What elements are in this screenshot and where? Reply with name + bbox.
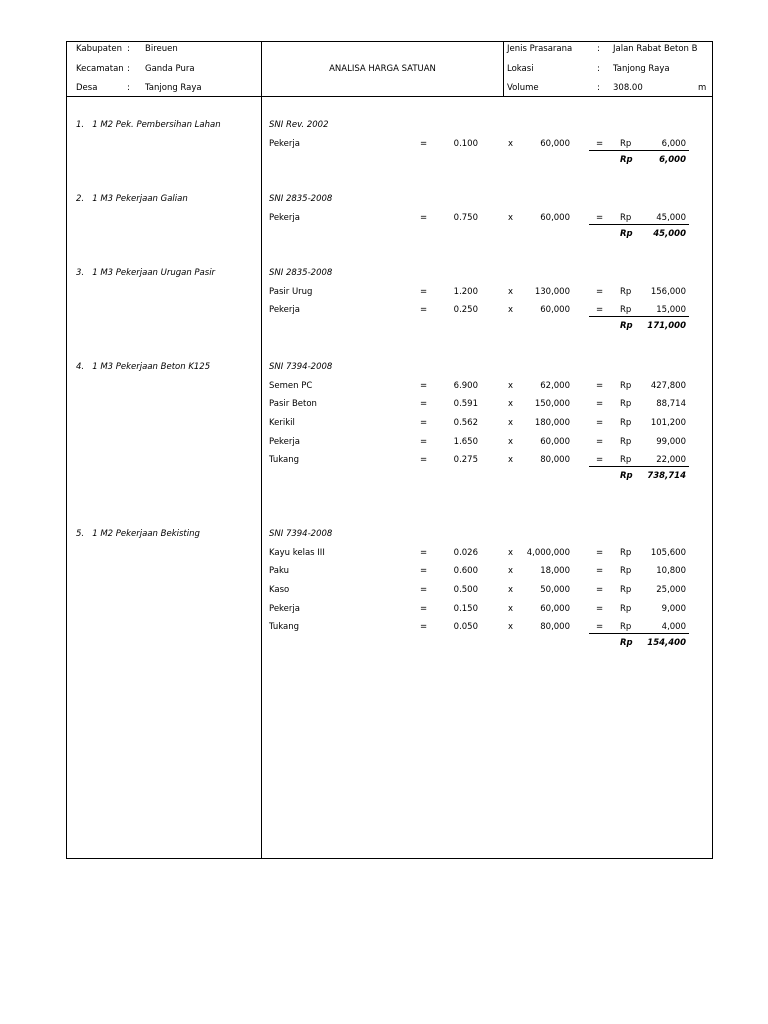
page-title: ANALISA HARGA SATUAN [329, 64, 436, 74]
item-reference: SNI 2835-2008 [269, 194, 333, 204]
row-equals: = [596, 548, 604, 558]
row-coefficient: 0.150 [453, 604, 478, 614]
header-value: Bireuen [145, 44, 178, 54]
row-currency: Rp [620, 622, 632, 632]
row-currency: Rp [620, 604, 632, 614]
row-equals: = [420, 418, 428, 428]
row-coefficient: 1.200 [453, 287, 478, 297]
row-equals: = [420, 548, 428, 558]
row-unit-price: 50,000 [540, 585, 570, 595]
row-amount: 101,200 [650, 418, 686, 428]
row-unit-price: 60,000 [540, 604, 570, 614]
header-label: Desa [76, 83, 98, 93]
column-divider-right [503, 41, 504, 97]
row-description: Tukang [269, 622, 300, 632]
subtotal-divider [589, 466, 689, 467]
item-name: 3. 1 M3 Pekerjaan Urugan Pasir [76, 268, 216, 278]
row-equals: = [420, 622, 428, 632]
row-unit-price: 60,000 [540, 213, 570, 223]
subtotal-divider [589, 224, 689, 225]
subtotal-amount: 6,000 [659, 155, 686, 165]
row-multiply: x [508, 287, 514, 297]
row-amount: 6,000 [661, 139, 686, 149]
header-separator: : [597, 44, 600, 54]
row-multiply: x [508, 418, 514, 428]
row-description: Paku [269, 566, 290, 576]
header-separator: : [597, 64, 600, 74]
header-unit: m [698, 83, 707, 93]
item-name: 2. 1 M3 Pekerjaan Galian [76, 194, 188, 204]
row-currency: Rp [620, 437, 632, 447]
row-unit-price: 80,000 [540, 622, 570, 632]
item-reference: SNI 2835-2008 [269, 268, 333, 278]
row-multiply: x [508, 381, 514, 391]
row-equals: = [420, 381, 428, 391]
row-coefficient: 6.900 [453, 381, 478, 391]
item-name: 5. 1 M2 Pekerjaan Bekisting [76, 529, 200, 539]
row-amount: 10,800 [656, 566, 686, 576]
row-coefficient: 0.026 [453, 548, 478, 558]
row-coefficient: 0.600 [453, 566, 478, 576]
row-amount: 88,714 [656, 399, 686, 409]
row-unit-price: 60,000 [540, 139, 570, 149]
item-reference: SNI 7394-2008 [269, 362, 333, 372]
row-equals: = [596, 566, 604, 576]
row-equals: = [596, 604, 604, 614]
row-equals: = [596, 455, 604, 465]
row-multiply: x [508, 139, 514, 149]
header-value: Jalan Rabat Beton B [613, 44, 698, 54]
row-equals: = [596, 437, 604, 447]
header-value: Ganda Pura [145, 64, 195, 74]
row-coefficient: 1.650 [453, 437, 478, 447]
row-coefficient: 0.591 [453, 399, 478, 409]
row-equals: = [596, 585, 604, 595]
row-coefficient: 0.275 [453, 455, 478, 465]
row-multiply: x [508, 622, 514, 632]
row-equals: = [420, 585, 428, 595]
row-coefficient: 0.750 [453, 213, 478, 223]
row-unit-price: 18,000 [540, 566, 570, 576]
row-currency: Rp [620, 585, 632, 595]
row-equals: = [420, 213, 428, 223]
row-amount: 9,000 [661, 604, 686, 614]
item-name: 1. 1 M2 Pek. Pembersihan Lahan [76, 120, 221, 130]
row-description: Pekerja [269, 437, 300, 447]
row-currency: Rp [620, 418, 632, 428]
subtotal-currency: Rp [620, 638, 633, 648]
header-separator: : [127, 44, 130, 54]
row-unit-price: 60,000 [540, 437, 570, 447]
row-description: Kayu kelas III [269, 548, 325, 558]
row-equals: = [420, 399, 428, 409]
row-equals: = [596, 622, 604, 632]
row-equals: = [420, 604, 428, 614]
header-divider [66, 96, 713, 97]
row-currency: Rp [620, 139, 632, 149]
row-amount: 25,000 [656, 585, 686, 595]
header-separator: : [127, 64, 130, 74]
subtotal-amount: 738,714 [647, 471, 686, 481]
header-value: 308.00 [613, 83, 643, 93]
row-amount: 427,800 [650, 381, 686, 391]
row-description: Pasir Urug [269, 287, 313, 297]
row-equals: = [420, 287, 428, 297]
row-description: Pasir Beton [269, 399, 317, 409]
row-coefficient: 0.050 [453, 622, 478, 632]
row-description: Pekerja [269, 213, 300, 223]
row-equals: = [420, 139, 428, 149]
row-equals: = [596, 399, 604, 409]
row-description: Tukang [269, 455, 300, 465]
row-equals: = [420, 437, 428, 447]
subtotal-currency: Rp [620, 471, 633, 481]
row-multiply: x [508, 566, 514, 576]
column-divider-left [261, 41, 262, 859]
row-equals: = [420, 566, 428, 576]
row-multiply: x [508, 437, 514, 447]
row-description: Pekerja [269, 305, 300, 315]
header-label: Lokasi [507, 64, 534, 74]
row-currency: Rp [620, 455, 632, 465]
header-label: Kecamatan [76, 64, 124, 74]
row-unit-price: 62,000 [540, 381, 570, 391]
row-equals: = [596, 139, 604, 149]
row-coefficient: 0.100 [453, 139, 478, 149]
row-description: Kerikil [269, 418, 295, 428]
row-amount: 156,000 [650, 287, 686, 297]
row-amount: 105,600 [650, 548, 686, 558]
row-description: Pekerja [269, 139, 300, 149]
row-coefficient: 0.500 [453, 585, 478, 595]
row-multiply: x [508, 213, 514, 223]
subtotal-amount: 154,400 [647, 638, 686, 648]
item-reference: SNI Rev. 2002 [269, 120, 329, 130]
row-coefficient: 0.562 [453, 418, 478, 428]
subtotal-amount: 45,000 [653, 229, 686, 239]
row-multiply: x [508, 604, 514, 614]
subtotal-currency: Rp [620, 321, 633, 331]
row-amount: 45,000 [656, 213, 686, 223]
row-equals: = [596, 381, 604, 391]
row-equals: = [596, 418, 604, 428]
row-description: Semen PC [269, 381, 313, 391]
header-value: Tanjong Raya [145, 83, 202, 93]
row-coefficient: 0.250 [453, 305, 478, 315]
row-description: Kaso [269, 585, 290, 595]
row-multiply: x [508, 455, 514, 465]
header-separator: : [597, 83, 600, 93]
row-description: Pekerja [269, 604, 300, 614]
row-amount: 99,000 [656, 437, 686, 447]
row-multiply: x [508, 399, 514, 409]
analysis-sheet [66, 41, 713, 859]
subtotal-currency: Rp [620, 155, 633, 165]
row-currency: Rp [620, 305, 632, 315]
item-reference: SNI 7394-2008 [269, 529, 333, 539]
row-currency: Rp [620, 566, 632, 576]
row-currency: Rp [620, 381, 632, 391]
header-separator: : [127, 83, 130, 93]
row-currency: Rp [620, 548, 632, 558]
row-amount: 22,000 [656, 455, 686, 465]
row-equals: = [596, 305, 604, 315]
row-unit-price: 60,000 [540, 305, 570, 315]
header-label: Volume [507, 83, 539, 93]
row-currency: Rp [620, 213, 632, 223]
subtotal-divider [589, 150, 689, 151]
row-amount: 15,000 [656, 305, 686, 315]
row-unit-price: 130,000 [534, 287, 570, 297]
row-equals: = [420, 305, 428, 315]
header-value: Tanjong Raya [613, 64, 670, 74]
row-unit-price: 180,000 [534, 418, 570, 428]
row-equals: = [420, 455, 428, 465]
row-equals: = [596, 213, 604, 223]
header-label: Jenis Prasarana [507, 44, 573, 54]
row-unit-price: 80,000 [540, 455, 570, 465]
row-multiply: x [508, 548, 514, 558]
subtotal-amount: 171,000 [647, 321, 686, 331]
subtotal-currency: Rp [620, 229, 633, 239]
header-label: Kabupaten [76, 44, 122, 54]
row-unit-price: 4,000,000 [526, 548, 570, 558]
row-multiply: x [508, 305, 514, 315]
row-amount: 4,000 [661, 622, 686, 632]
subtotal-divider [589, 316, 689, 317]
row-equals: = [596, 287, 604, 297]
item-name: 4. 1 M3 Pekerjaan Beton K125 [76, 362, 211, 372]
subtotal-divider [589, 633, 689, 634]
row-currency: Rp [620, 399, 632, 409]
row-unit-price: 150,000 [534, 399, 570, 409]
row-multiply: x [508, 585, 514, 595]
row-currency: Rp [620, 287, 632, 297]
